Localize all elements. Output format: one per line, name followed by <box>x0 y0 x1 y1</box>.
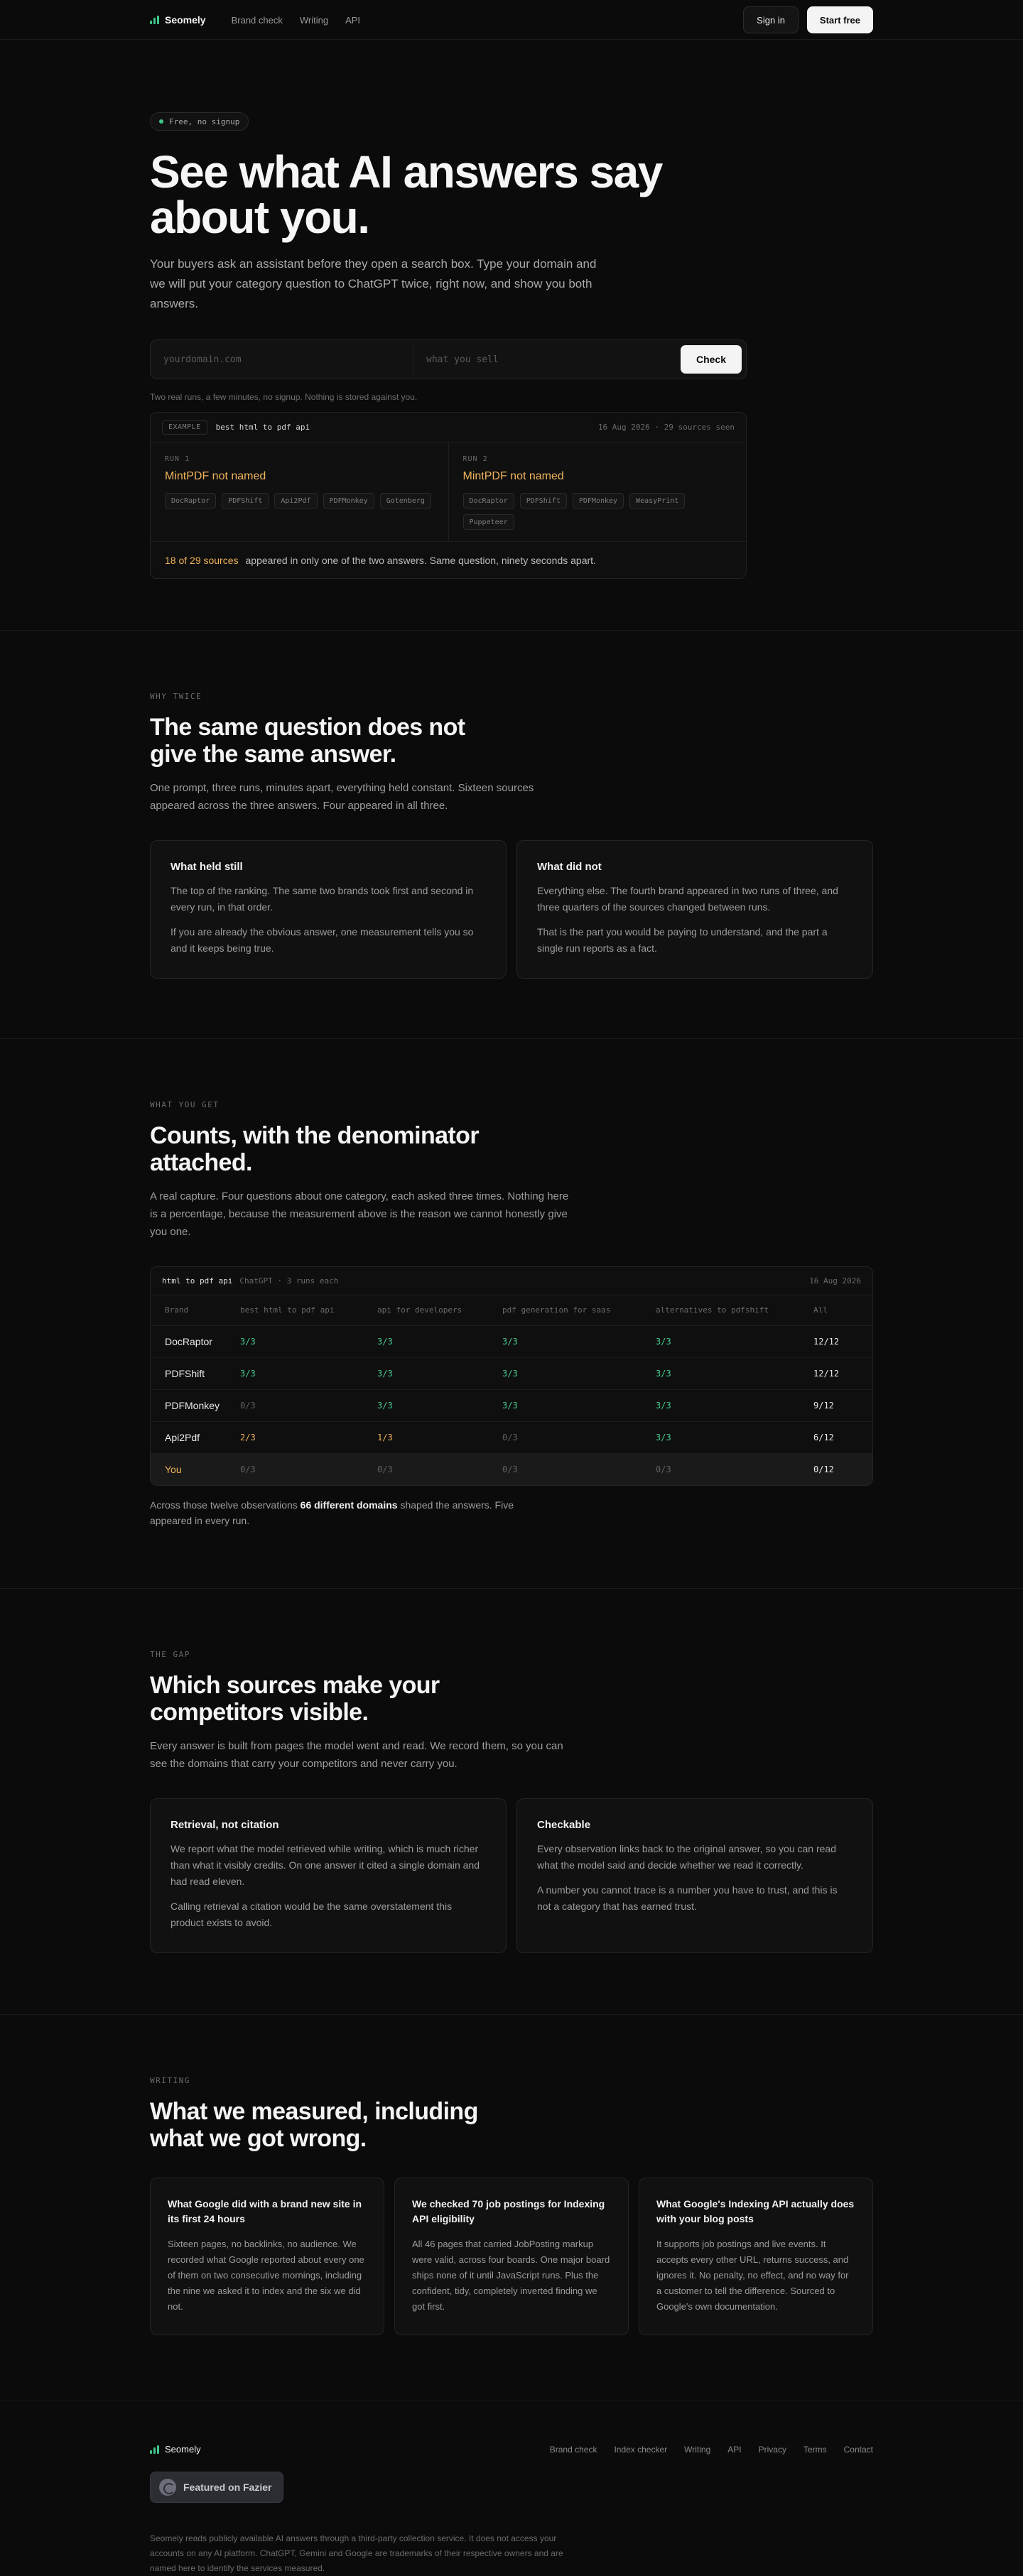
card-text: Everything else. The fourth brand appeared in two runs of three, and three quarters of the sources changed between runs. <box>537 885 838 913</box>
pill-text: Free, no signup <box>169 116 240 126</box>
score-cell: 0/3 <box>240 1389 377 1421</box>
total-cell: 12/12 <box>813 1357 872 1389</box>
section-eyebrow: WHY TWICE <box>150 692 202 701</box>
footer-link-brand-check[interactable]: Brand check <box>549 2444 597 2455</box>
card-text: The top of the ranking. The same two brands took first and second in every run, in that order. <box>170 885 474 913</box>
nav-links <box>232 15 360 26</box>
run-label: RUN 1 <box>165 455 190 463</box>
summary-text: shaped the answers. Five appeared in every run. <box>150 1499 514 1526</box>
brand-chips <box>165 493 434 509</box>
table-date: 16 Aug 2026 <box>809 1276 861 1286</box>
run-panel <box>449 442 747 541</box>
brand-chip: DocRaptor <box>463 493 514 509</box>
footer-link-privacy[interactable]: Privacy <box>758 2444 786 2455</box>
card <box>516 1798 873 1953</box>
article-excerpt: It supports job postings and live events. It accepts every other URL, returns success, and ignores it. No penalty, no effect, and no way for a customer to tell the difference. Sourced to Google's own documentation. <box>656 2239 849 2312</box>
brand-cell: DocRaptor <box>151 1325 240 1357</box>
total-cell: 6/12 <box>813 1421 872 1453</box>
score-cell: 3/3 <box>656 1389 813 1421</box>
card-text: Calling retrieval a citation would be the same overstatement this product exists to avoid. <box>170 1901 453 1928</box>
brand-chip: Api2Pdf <box>274 493 317 509</box>
example-card <box>150 412 747 579</box>
card <box>516 840 873 979</box>
section-eyebrow: THE GAP <box>150 1650 190 1659</box>
check-button[interactable]: Check <box>681 345 742 374</box>
fazier-text: Featured on Fazier <box>183 2482 272 2493</box>
article-title[interactable]: What Google did with a brand new site in its first 24 hours <box>168 2198 362 2224</box>
results-table <box>151 1295 872 1485</box>
score-cell: 0/3 <box>502 1453 656 1485</box>
cards <box>150 840 873 979</box>
brand-name: Seomely <box>165 14 206 26</box>
column-header: Brand <box>151 1295 240 1325</box>
total-cell: 0/12 <box>813 1453 872 1485</box>
score-cell: 3/3 <box>656 1357 813 1389</box>
why-twice-section <box>0 631 1023 1039</box>
brand-chip: WeasyPrint <box>629 493 685 509</box>
what-you-get-section <box>0 1039 1023 1589</box>
nav-link-writing[interactable]: Writing <box>299 14 329 26</box>
column-header: pdf generation for saas <box>502 1295 656 1325</box>
score-cell: 2/3 <box>240 1421 377 1453</box>
example-header <box>151 413 746 442</box>
sell-input[interactable] <box>413 340 681 379</box>
run-panel <box>151 442 449 541</box>
section-title: Which sources make your competitors visible. <box>150 1672 440 1726</box>
score-cell: 3/3 <box>502 1389 656 1421</box>
nav-link-api[interactable]: API <box>345 14 361 26</box>
hero-title: See what AI answers say about you. <box>150 146 662 243</box>
summary-highlight: 66 different domains <box>300 1499 398 1511</box>
score-cell: 1/3 <box>377 1421 502 1453</box>
footer-logo[interactable] <box>150 2444 201 2455</box>
bar-chart-logo-icon <box>150 2445 159 2454</box>
score-cell: 3/3 <box>656 1325 813 1357</box>
free-pill <box>150 112 249 131</box>
card-title: Retrieval, not citation <box>170 1819 279 1831</box>
sources-text: appeared in only one of the two answers. Same question, ninety seconds apart. <box>245 554 596 566</box>
start-free-button[interactable]: Start free <box>807 6 873 33</box>
card-title: Checkable <box>537 1819 591 1831</box>
hero-lede: Your buyers ask an assistant before they open a search box. Type your domain and we will put your category question to ChatGPT twice, right now, and show you both answers. <box>150 257 597 310</box>
footer-brand: Seomely <box>165 2444 201 2455</box>
example-footer <box>151 541 746 578</box>
table-summary <box>150 1497 526 1528</box>
footer-links <box>550 2445 873 2455</box>
brand-chip: Gotenberg <box>380 493 431 509</box>
table-header-row <box>151 1295 872 1325</box>
footer-link-contact[interactable]: Contact <box>843 2444 873 2455</box>
table-header-bar <box>151 1267 872 1295</box>
article-excerpt: Sixteen pages, no backlinks, no audience. We recorded what Google reported about every one of them on two consecutive mornings, including the nine we asked it to index and the six we did not. <box>168 2239 364 2312</box>
example-tag: EXAMPLE <box>162 420 207 435</box>
total-cell: 12/12 <box>813 1325 872 1357</box>
section-title: The same question does not give the same answer. <box>150 714 465 768</box>
card-title: What held still <box>170 861 243 873</box>
card-text: A number you cannot trace is a number you have to trust, and this is not a category that has earned trust. <box>537 1884 838 1912</box>
table-meta: ChatGPT · 3 runs each <box>239 1276 339 1286</box>
brand-cell: You <box>151 1453 240 1485</box>
brand-cell: Api2Pdf <box>151 1421 240 1453</box>
fazier-logo-icon <box>159 2479 176 2496</box>
column-header: best html to pdf api <box>240 1295 377 1325</box>
article-card[interactable] <box>150 2178 384 2335</box>
section-sub: One prompt, three runs, minutes apart, everything held constant. Sixteen sources appeared across the three answers. Four appeared in all three. <box>150 782 534 812</box>
score-cell: 3/3 <box>377 1389 502 1421</box>
score-cell: 3/3 <box>240 1357 377 1389</box>
example-runs <box>151 442 746 541</box>
column-header: All <box>813 1295 872 1325</box>
example-meta: 16 Aug 2026 · 29 sources seen <box>597 423 735 432</box>
results-table-card <box>150 1266 873 1486</box>
score-cell: 3/3 <box>502 1357 656 1389</box>
footer-link-terms[interactable]: Terms <box>803 2444 827 2455</box>
brand-chip: Puppeteer <box>463 514 514 530</box>
score-cell: 0/3 <box>502 1421 656 1453</box>
footer-disclaimer: Seomely reads publicly available AI answers through a third-party collection service. It does not access your accounts on any AI platform. ChatGPT, Gemini and Google are trademarks of their respective owners and are named here to identify the services measured. <box>150 2533 563 2573</box>
score-cell: 0/3 <box>377 1453 502 1485</box>
run-label: RUN 2 <box>462 455 488 463</box>
example-query: best html to pdf api <box>215 423 310 432</box>
footer-row <box>150 2444 873 2455</box>
brand-chip: PDFShift <box>520 493 567 509</box>
brand-chip: PDFMonkey <box>323 493 374 509</box>
sources-count: 18 of 29 sources <box>165 554 239 566</box>
article-card[interactable] <box>394 2178 629 2335</box>
run-title: MintPDF not named <box>165 470 266 482</box>
top-nav <box>0 0 1023 40</box>
status-dot-icon <box>159 119 163 124</box>
score-cell: 3/3 <box>502 1325 656 1357</box>
card-text: We report what the model retrieved while writing, which is much richer than what it visibly credits. On one answer it cited a single domain and had read eleven. <box>170 1843 480 1887</box>
brand-cell: PDFMonkey <box>151 1389 240 1421</box>
table-row <box>151 1325 872 1357</box>
footer-link-index-checker[interactable]: Index checker <box>614 2444 668 2455</box>
section-title: Counts, with the denominator attached. <box>150 1122 479 1176</box>
section-eyebrow: WHAT YOU GET <box>150 1100 220 1109</box>
table-row <box>151 1421 872 1453</box>
score-cell: 3/3 <box>377 1325 502 1357</box>
table-row <box>151 1389 872 1421</box>
brand-logo[interactable] <box>150 14 206 26</box>
writing-section <box>0 2015 1023 2401</box>
card <box>150 840 507 979</box>
table-query: html to pdf api <box>162 1276 233 1286</box>
brand-chip: PDFMonkey <box>573 493 624 509</box>
footer-link-writing[interactable]: Writing <box>684 2444 711 2455</box>
total-cell: 9/12 <box>813 1389 872 1421</box>
table-row <box>151 1453 872 1485</box>
summary-text: Across those twelve observations <box>150 1499 298 1511</box>
score-cell: 0/3 <box>240 1453 377 1485</box>
column-header: alternatives to pdfshift <box>656 1295 813 1325</box>
card-text: If you are already the obvious answer, one measurement tells you so and it keeps being true. <box>170 926 474 954</box>
card <box>150 1798 507 1953</box>
section-title: What we measured, including what we got wrong. <box>150 2098 478 2152</box>
score-cell: 3/3 <box>656 1421 813 1453</box>
brand-chip: DocRaptor <box>165 493 216 509</box>
check-form <box>150 339 747 379</box>
footer <box>0 2401 1023 2576</box>
run-title: MintPDF not named <box>462 470 564 482</box>
card-text: That is the part you would be paying to understand, and the part a single run reports as a fact. <box>537 926 828 954</box>
nav-actions <box>743 6 873 33</box>
score-cell: 3/3 <box>240 1325 377 1357</box>
bar-chart-logo-icon <box>150 16 159 24</box>
article-title[interactable]: We checked 70 job postings for Indexing API eligibility <box>412 2198 605 2224</box>
table-row <box>151 1357 872 1389</box>
section-sub: A real capture. Four questions about one category, each asked three times. Nothing here is a percentage, because the measurement above is the reason we cannot honestly give you one. <box>150 1190 569 1238</box>
column-header: api for developers <box>377 1295 502 1325</box>
brand-chip: PDFShift <box>222 493 269 509</box>
card-text: Every observation links back to the original answer, so you can read what the model said and decide whether we read it correctly. <box>537 1843 837 1871</box>
score-cell: 3/3 <box>377 1357 502 1389</box>
card-title: What did not <box>537 861 602 873</box>
nav-link-brand-check[interactable]: Brand check <box>231 14 283 26</box>
section-sub: Every answer is built from pages the model went and read. We record them, so you can see the domains that carry your competitors and never carry you. <box>150 1740 563 1770</box>
article-title[interactable]: What Google's Indexing API actually does with your blog posts <box>656 2198 855 2224</box>
section-eyebrow: WRITING <box>150 2076 190 2085</box>
footer-link-api[interactable]: API <box>727 2444 742 2455</box>
score-cell: 0/3 <box>656 1453 813 1485</box>
article-excerpt: All 46 pages that carried JobPosting markup were valid, across four boards. One major board ships none of it until JavaScript runs. Plus the confident, tidy, completely inverted finding we got first. <box>412 2239 610 2312</box>
sign-in-button[interactable]: Sign in <box>743 6 799 33</box>
article-card[interactable] <box>639 2178 873 2335</box>
domain-input[interactable] <box>151 340 413 379</box>
hero-section <box>0 40 1023 631</box>
cards <box>150 1798 873 1953</box>
fazier-badge[interactable] <box>150 2472 283 2503</box>
brand-cell: PDFShift <box>151 1357 240 1389</box>
article-cards <box>150 2178 873 2335</box>
the-gap-section <box>0 1589 1023 2015</box>
brand-chips <box>463 493 732 530</box>
form-note: Two real runs, a few minutes, no signup. Nothing is stored against you. <box>150 392 418 402</box>
